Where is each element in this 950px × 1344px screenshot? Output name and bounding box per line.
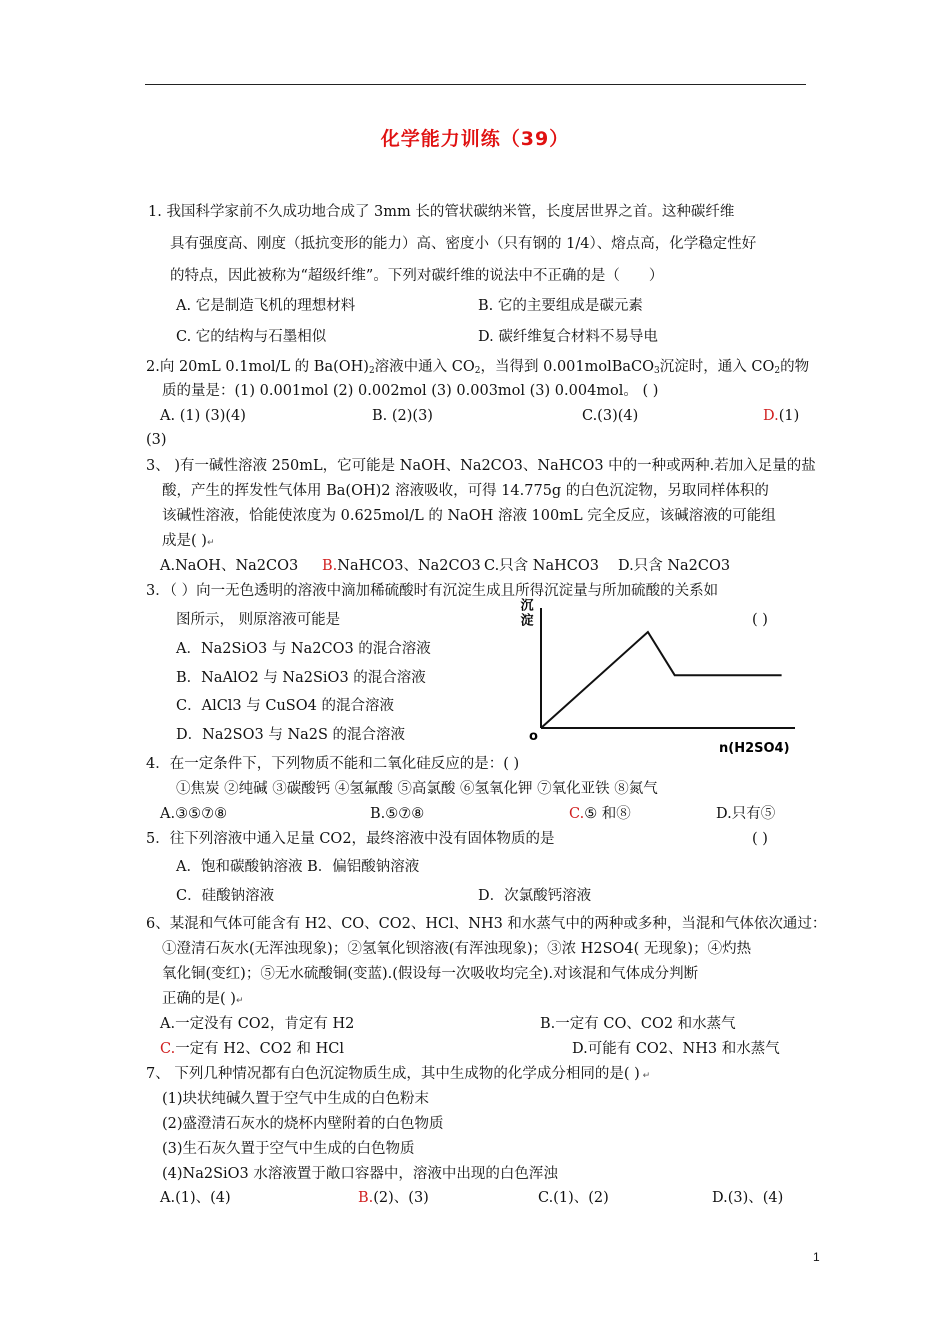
q4-option-b: B.⑤⑦⑧ [370,806,425,822]
q7-option-a: A.(1)、(4) [160,1190,231,1206]
q4-line1: 4．在一定条件下，下列物质不能和二氧化硅反应的是：( ) [146,756,520,772]
page-title: 化学能力训练（39） [380,128,570,150]
q1-option-d: D. 碳纤维复合材料不易导电 [478,329,658,345]
answer-mark: B. [322,558,338,574]
q4-option-d: D.只有⑤ [716,806,776,822]
q3b-option-c: C．AlCl3 与 CuSO4 的混合溶液 [176,698,394,714]
q1-option-b: B. 它的主要组成是碳元素 [478,298,643,314]
header-rule [145,84,806,85]
q3b-line1: 3．（ ）向一无色透明的溶液中滴加稀硫酸时有沉淀生成且所得沉淀量与所加硫酸的关系如 [146,583,719,599]
q3a-line2: 酸，产生的挥发性气体用 Ba(OH)2 溶液吸收，可得 14.775g 的白色沉淀物，另取同样体积的 [162,483,769,499]
q5-option-c: C．硅酸钠溶液 [176,888,275,904]
q3a-option-c: C.只含 NaHCO3 [484,558,599,574]
q3b-option-d: D．Na2SO3 与 Na2S 的混合溶液 [176,727,406,743]
page-number: 1 [813,1250,820,1264]
q3a-line3: 该碱性溶液，恰能使浓度为 0.625mol/L 的 NaOH 溶液 100mL 完全反应，该碱溶液的可能组 [162,508,776,524]
q2-option-d-wrap: (3) [146,432,167,448]
q1-line3: 的特点，因此被称为“超级纤维”。下列对碳纤维的说法中不正确的是（ ） [170,268,664,284]
q1-option-a: A. 它是制造飞机的理想材料 [176,298,356,314]
q3a-option-a: A.NaOH、Na2CO3 [160,558,299,574]
q3a-line1: 3、 )有一碱性溶液 250mL，它可能是 NaOH、Na2CO3、NaHCO3 中的一种或两种.若加入足量的盐 [146,458,816,474]
q7-option-b: B.(2)、(3) [358,1190,429,1206]
q2-option-b: B. (2)(3) [372,408,433,424]
q3b-option-b: B．NaAlO2 与 Na2SiO3 的混合溶液 [176,670,426,686]
q5-line1: 5．往下列溶液中通入足量 CO2，最终溶液中没有固体物质的是 [146,831,555,847]
origin-label: o [529,729,538,744]
answer-mark: C. [160,1041,176,1057]
answer-mark: D. [763,408,779,424]
q6-option-c: C.一定有 H2、CO2 和 HCl [160,1041,344,1057]
q6-line1: 6、某混和气体可能含有 H2、CO、CO2、HCl、NH3 和水蒸气中的两种或多种，当混和气体依次通过： [146,916,827,932]
q3a-option-d: D.只含 Na2CO3 [618,558,731,574]
q7-line1: 7、 下列几种情况都有白色沉淀物质生成，其中生成物的化学成分相同的是( ) ↵ [146,1066,651,1082]
q7-item4: (4)Na2SiO3 水溶液置于敞口容器中，溶液中出现的白色浑浊 [162,1166,558,1182]
q6-option-d: D.可能有 CO2、NH3 和水蒸气 [572,1041,780,1057]
series-line [541,632,782,728]
q5-option-ab: A．饱和碳酸钠溶液 B．偏铝酸钠溶液 [176,859,420,875]
precipitate-chart [517,588,805,768]
q1-line2: 具有强度高、刚度（抵抗变形的能力）高、密度小（只有钢的 1/4）、熔点高，化学稳定性好 [170,236,757,252]
q6-line3: 氧化铜(变红)；⑤无水硫酸铜(变蓝).(假设每一次吸收均完全).对该混和气体成分判断 [162,966,699,982]
q4-line2: ①焦炭 ②纯碱 ③碳酸钙 ④氢氟酸 ⑤高氯酸 ⑥氢氧化钾 ⑦氧化亚铁 ⑧氮气 [176,781,658,797]
answer-mark: C. [569,806,585,822]
answer-mark: B. [358,1190,374,1206]
q3b-line2: 图所示， 则原溶液可能是 [176,612,341,628]
q3a-option-b: B.NaHCO3、Na2CO3 [322,558,481,574]
q1-line1: 1. 我国科学家前不久成功地合成了 3mm 长的管状碳纳米管，长度居世界之首。这种碳纤维 [148,204,735,220]
q2-option-a: A. (1) (3)(4) [160,408,246,424]
q7-option-c: C.(1)、(2) [538,1190,609,1206]
q2-line1: 2.向 20mL 0.1mol/L 的 $Ba(OH)_2$溶液中通入 $CO_2$，当得到 0.001molBaCO$_3$沉淀时，通入 $CO_2$的物 [146,359,810,376]
q2-option-c: C.(3)(4) [582,408,639,424]
q6-option-b: B.一定有 CO、CO2 和水蒸气 [540,1016,736,1032]
q4-option-c: C.⑤ 和⑧ [569,806,631,822]
q7-item3: (3)生石灰久置于空气中生成的白色物质 [162,1141,415,1157]
q2-option-d: D.(1) [763,408,800,424]
q5-option-d: D．次氯酸钙溶液 [478,888,592,904]
q6-line4: 正确的是( )↵ [162,991,244,1007]
q2-line2: 质的量是：(1) 0.001mol (2) 0.002mol (3) 0.003mol (3) 0.004mol。 ( ) [162,383,659,399]
q5-answer-paren: ( ) [752,831,768,847]
y-axis-label: 沉淀 [517,598,533,628]
q6-line2: ①澄清石灰水(无浑浊现象)；②氢氧化钡溶液(有浑浊现象)；③浓 H2SO4( 无现象)；④灼热 [162,941,752,957]
q3b-answer-paren: ( ) [752,612,768,628]
q4-option-a: A.③⑤⑦⑧ [160,806,228,822]
q3b-option-a: A．Na2SiO3 与 Na2CO3 的混合溶液 [176,641,431,657]
q6-option-a: A.一定没有 CO2，肯定有 H2 [160,1016,355,1032]
q7-item1: (1)块状纯碱久置于空气中生成的白色粉末 [162,1091,430,1107]
x-axis-label: n(H2SO4) [719,741,790,756]
q1-option-c: C. 它的结构与石墨相似 [176,329,327,345]
q7-item2: (2)盛澄清石灰水的烧杯内壁附着的白色物质 [162,1116,444,1132]
q3a-line4: 成是( )↵ [162,533,215,549]
q7-option-d: D.(3)、(4) [712,1190,784,1206]
